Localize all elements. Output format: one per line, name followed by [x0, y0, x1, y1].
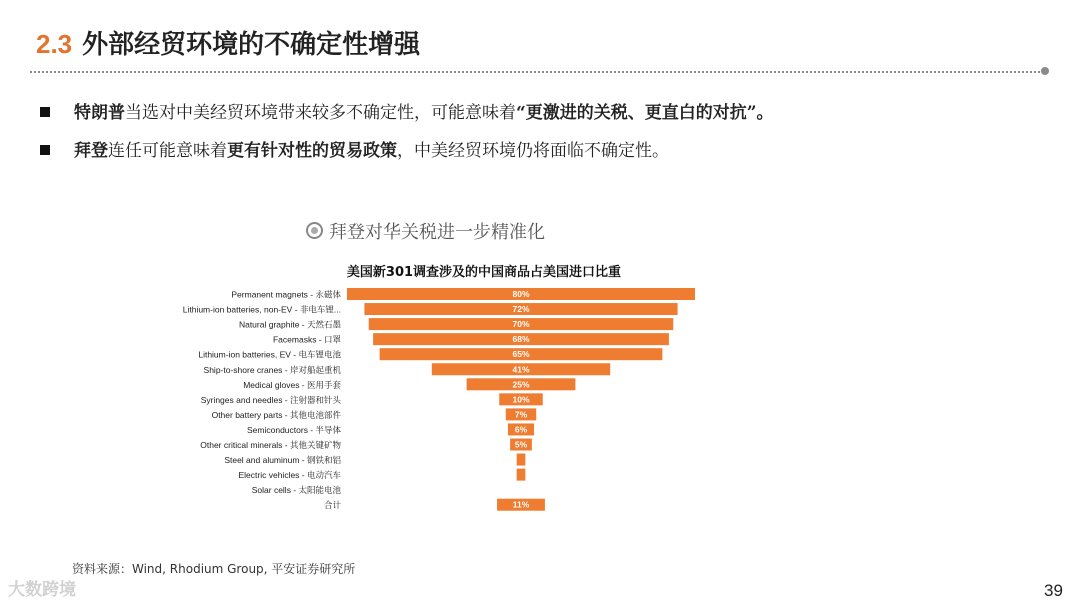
- watermark-logo: [8, 575, 76, 600]
- category-label: Electric vehicles - 电动汽车: [238, 470, 341, 481]
- category-label: Solar cells - 太阳能电池: [251, 485, 341, 496]
- data-label: 68%: [512, 334, 530, 345]
- source-note: 资料来源：Wind, Rhodium Group, 平安证券研究所: [72, 562, 356, 576]
- data-label: 25%: [512, 379, 530, 390]
- data-label: 72%: [512, 304, 530, 315]
- data-label: 5%: [514, 439, 528, 450]
- section-number: 2.3: [36, 29, 73, 59]
- bullet-text-bold: “更激进的关税、更直白的对抗”。: [516, 103, 774, 123]
- subtitle-text: 拜登对华关税进一步精准化: [329, 222, 545, 243]
- category-label: Other battery parts - 其他电池部件: [211, 409, 341, 420]
- data-label: 7%: [514, 409, 528, 420]
- category-label: Medical gloves - 医用手套: [243, 379, 341, 390]
- category-label: Steel and aluminum - 钢铁和铝: [224, 455, 341, 466]
- category-label: Lithium-ion batteries, non-EV - 非电车锂...: [182, 304, 341, 315]
- category-label: Other critical minerals - 其他关键矿物: [200, 440, 341, 450]
- bullet-text-bold: 特朗普: [74, 103, 125, 123]
- data-label: 41%: [512, 364, 530, 375]
- bar: [517, 454, 526, 466]
- data-label: 80%: [512, 289, 530, 299]
- category-label: Semiconductors - 半导体: [247, 424, 341, 435]
- category-label: Lithium-ion batteries, EV - 电车锂电池: [198, 349, 341, 360]
- chart-title: 美国新301调查涉及的中国商品占美国进口比重: [346, 265, 622, 280]
- bullet-text-bold: 拜登: [74, 141, 108, 161]
- data-label: 70%: [512, 319, 530, 330]
- bullet-text: 当选对中美经贸环境带来较多不确定性，可能意味着: [125, 103, 516, 123]
- category-label: Ship-to-shore cranes - 岸对船起重机: [203, 364, 341, 375]
- bullet-text: 连任可能意味着: [108, 141, 227, 161]
- category-label: Natural graphite - 天然石墨: [238, 319, 341, 330]
- category-label: Syringes and needles - 注射器和针头: [200, 394, 341, 405]
- category-label: Permanent magnets - 永磁体: [231, 289, 341, 300]
- data-label: 65%: [512, 349, 530, 360]
- bar: [517, 469, 526, 481]
- bullet-text-bold: 更有针对性的贸易政策: [227, 141, 397, 161]
- data-label: 10%: [512, 394, 530, 405]
- data-label: 11%: [512, 499, 530, 510]
- section-title: 外部经贸环境的不确定性增强: [82, 30, 421, 60]
- watermark-text: 大数跨境: [8, 580, 76, 600]
- data-label: 6%: [514, 424, 528, 435]
- page-number: 39: [1044, 581, 1063, 600]
- category-label: Facemasks - 口罩: [272, 334, 341, 345]
- category-label: 合计: [323, 500, 341, 511]
- bullet-text: ，中美经贸环境仍将面临不确定性。: [397, 141, 669, 161]
